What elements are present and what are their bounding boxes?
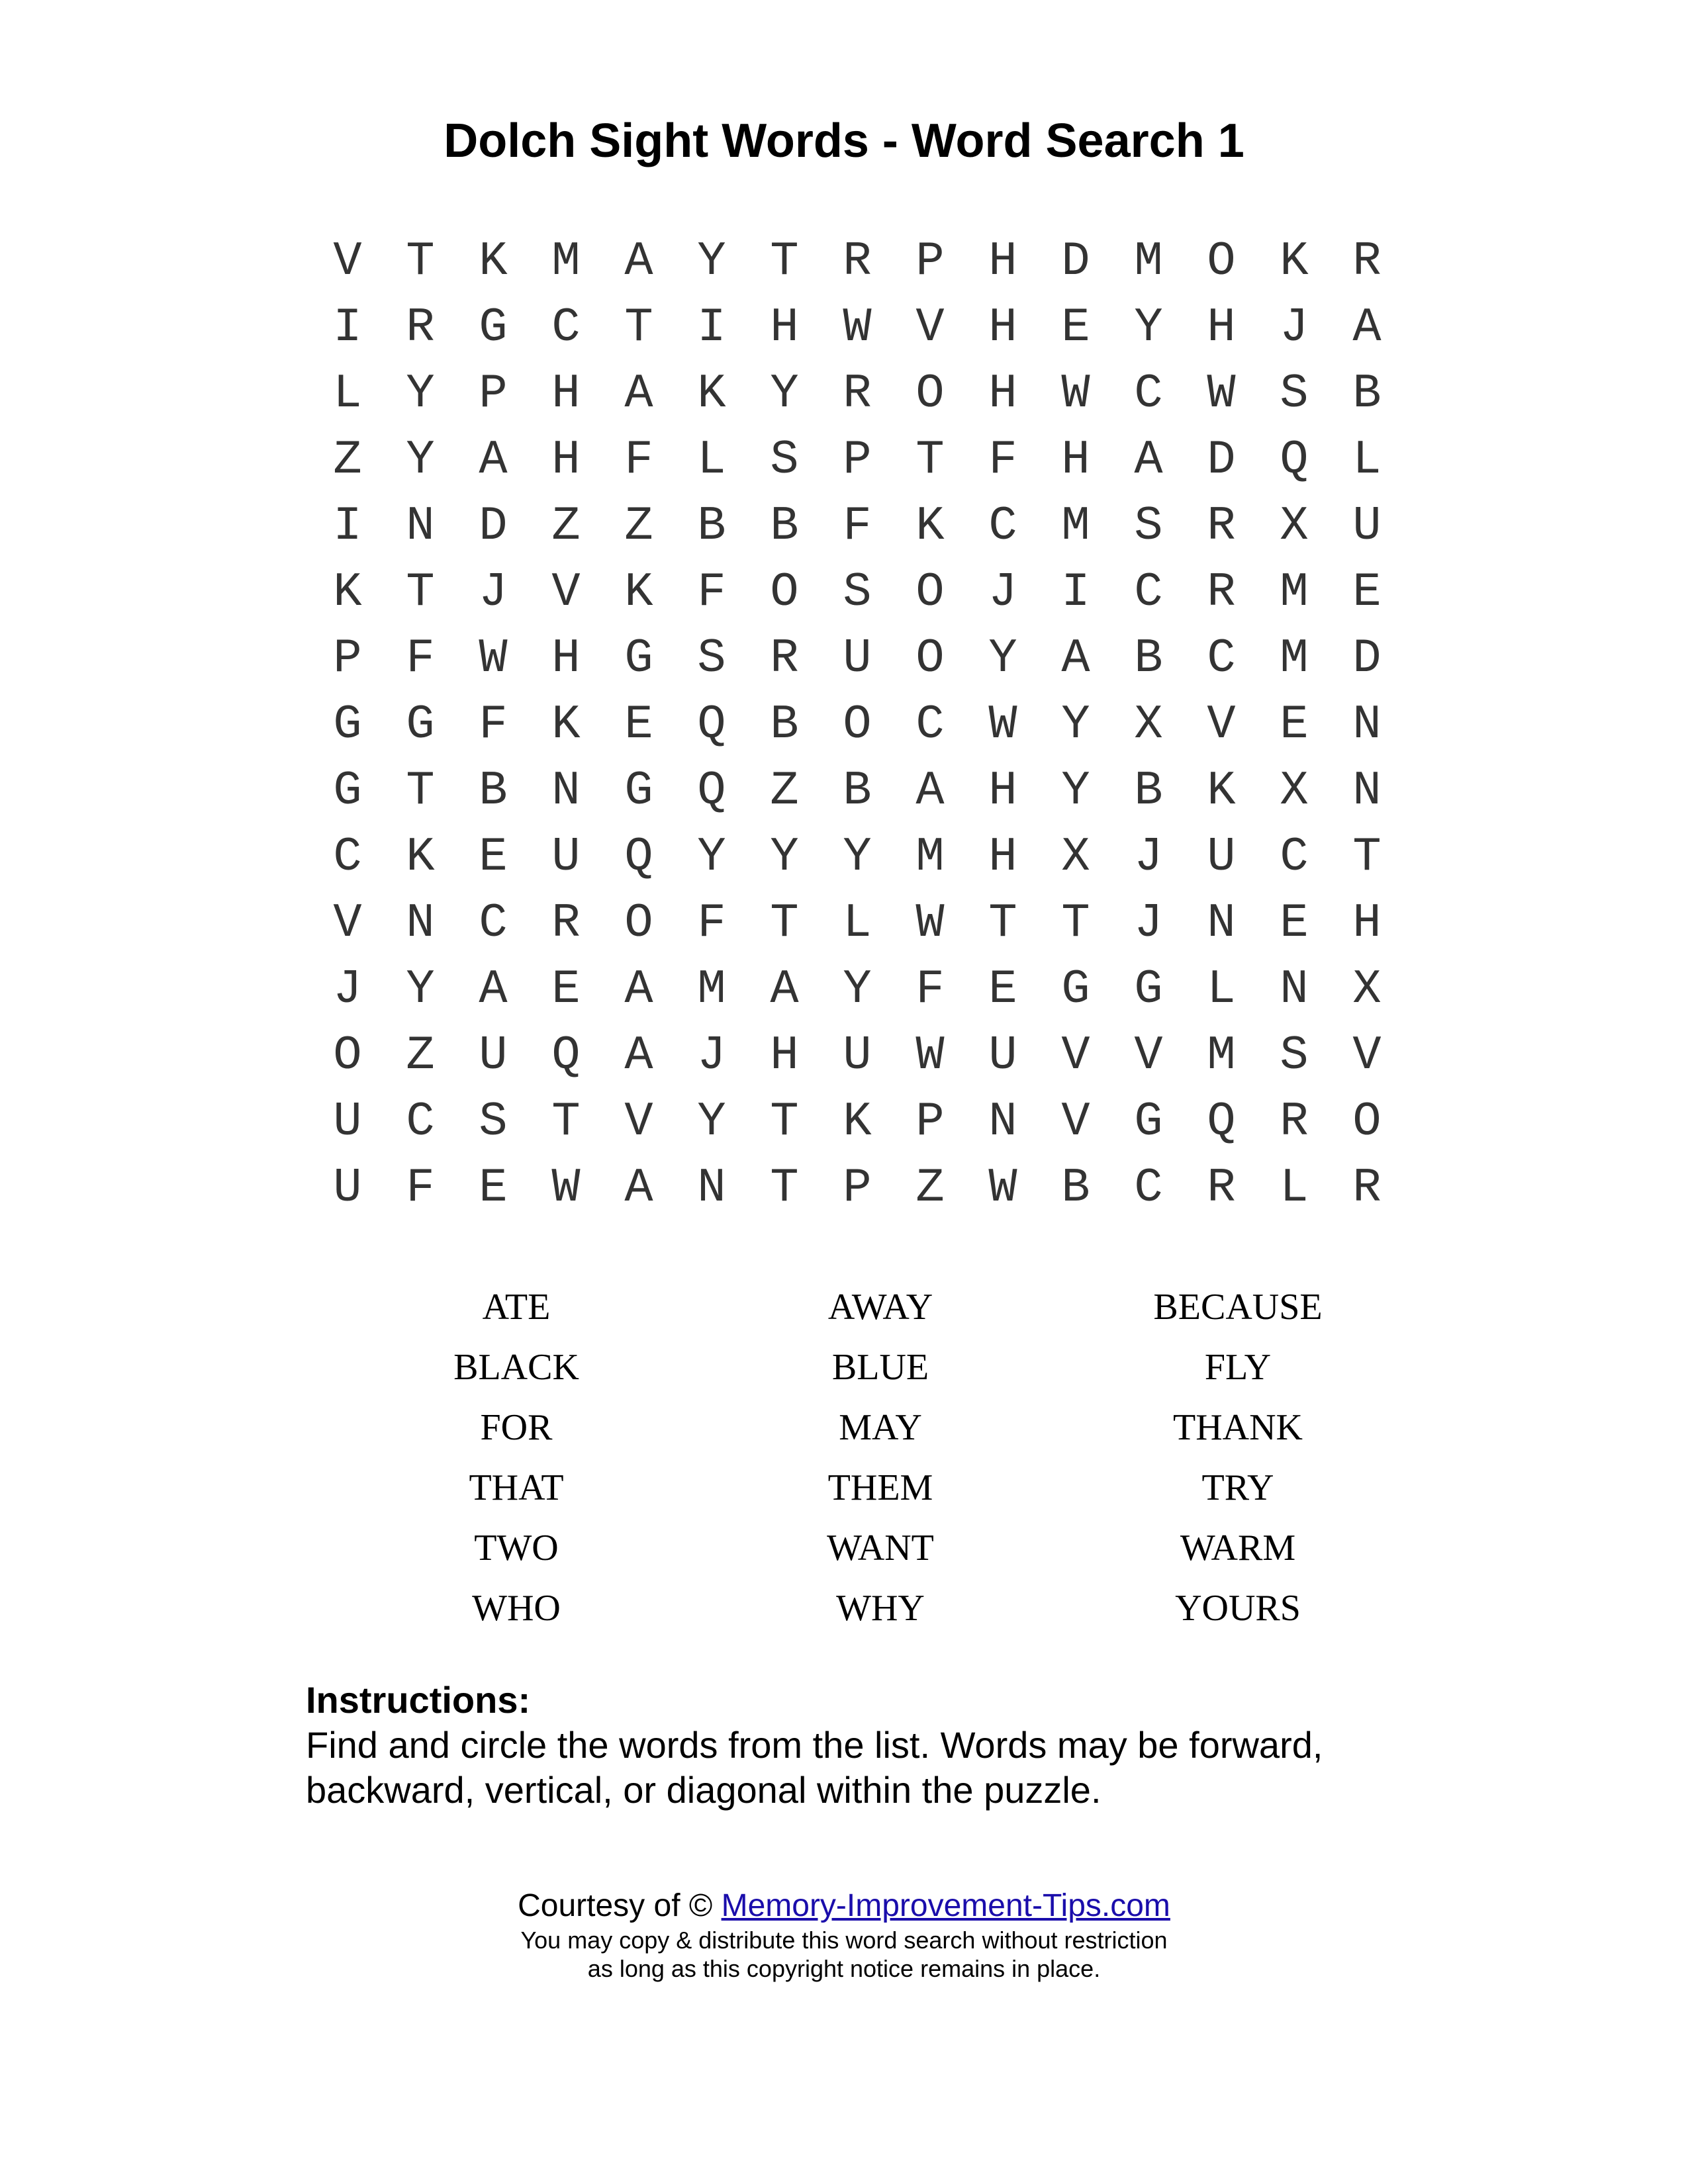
grid-letter: R: [1207, 565, 1236, 619]
grid-letter: S: [1280, 367, 1309, 421]
copyright-footer: [0, 1886, 1688, 1983]
grid-letter: Q: [1207, 1095, 1236, 1149]
grid-letter: C: [479, 896, 508, 950]
site-link[interactable]: Memory-Improvement-Tips.com: [721, 1888, 1170, 1923]
instructions-line: Find and circle the words from the list. Words may be forward,: [306, 1724, 1323, 1766]
grid-letter: U: [333, 1161, 362, 1215]
grid-letter: X: [1352, 962, 1382, 1017]
grid-letter: F: [988, 433, 1017, 487]
grid-letter: M: [1280, 631, 1309, 686]
grid-letter: F: [697, 565, 726, 619]
grid-letter: R: [843, 234, 872, 289]
grid-letter: Y: [843, 962, 872, 1017]
grid-letter: A: [479, 962, 508, 1017]
grid-letter: W: [479, 631, 508, 686]
grid-letter: A: [624, 367, 653, 421]
grid-letter: G: [406, 698, 435, 752]
grid-letter: U: [988, 1028, 1017, 1083]
word-list-item: THAT: [469, 1467, 564, 1508]
grid-letter: S: [843, 565, 872, 619]
grid-letter: Z: [915, 1161, 945, 1215]
word-list-item: MAY: [839, 1407, 922, 1448]
grid-letter: W: [915, 1028, 945, 1083]
grid-letter: E: [1280, 698, 1309, 752]
grid-letter: K: [1207, 764, 1236, 818]
grid-letter: E: [624, 698, 653, 752]
grid-letter: C: [1207, 631, 1236, 686]
grid-letter: B: [1352, 367, 1382, 421]
grid-letter: R: [406, 300, 435, 355]
grid-letter: A: [915, 764, 945, 818]
grid-letter: J: [1134, 896, 1163, 950]
grid-letter: C: [551, 300, 581, 355]
instructions-section: [306, 1678, 1431, 1813]
grid-letter: L: [333, 367, 362, 421]
grid-letter: T: [770, 234, 799, 289]
word-list-item: AWAY: [827, 1287, 933, 1328]
grid-letter: J: [988, 565, 1017, 619]
grid-letter: A: [770, 962, 799, 1017]
grid-letter: I: [333, 499, 362, 553]
grid-letter: A: [624, 234, 653, 289]
grid-letter: A: [624, 1028, 653, 1083]
grid-letter: L: [1207, 962, 1236, 1017]
grid-letter: Y: [843, 830, 872, 884]
grid-letter: O: [843, 698, 872, 752]
page-title: Dolch Sight Words - Word Search 1: [444, 114, 1244, 167]
grid-letter: I: [333, 300, 362, 355]
copyright-notice-line: You may copy & distribute this word search without restriction: [520, 1927, 1168, 1954]
grid-letter: F: [624, 433, 653, 487]
grid-letter: G: [1134, 1095, 1163, 1149]
grid-letter: B: [1061, 1161, 1090, 1215]
grid-letter: U: [843, 1028, 872, 1083]
grid-letter: G: [479, 300, 508, 355]
grid-letter: H: [770, 1028, 799, 1083]
grid-letter: E: [479, 830, 508, 884]
grid-letter: R: [1352, 1161, 1382, 1215]
grid-letter: N: [1280, 962, 1309, 1017]
grid-letter: P: [843, 433, 872, 487]
grid-letter: S: [1280, 1028, 1309, 1083]
grid-letter: A: [479, 433, 508, 487]
grid-letter: G: [1134, 962, 1163, 1017]
grid-letter: K: [333, 565, 362, 619]
grid-letter: P: [915, 1095, 945, 1149]
grid-letter: T: [406, 764, 435, 818]
grid-letter: G: [624, 764, 653, 818]
grid-letter: L: [843, 896, 872, 950]
grid-letter: B: [697, 499, 726, 553]
grid-letter: C: [988, 499, 1017, 553]
word-list-item: WARM: [1180, 1527, 1296, 1569]
grid-letter: V: [1207, 698, 1236, 752]
grid-letter: Y: [406, 433, 435, 487]
grid-letter: E: [1280, 896, 1309, 950]
grid-letter: J: [697, 1028, 726, 1083]
grid-letter: Q: [1280, 433, 1309, 487]
grid-letter: S: [1134, 499, 1163, 553]
grid-letter: K: [1280, 234, 1309, 289]
courtesy-prefix: Courtesy of ©: [518, 1888, 722, 1923]
grid-letter: D: [479, 499, 508, 553]
grid-letter: N: [1352, 698, 1382, 752]
grid-letter: O: [915, 367, 945, 421]
grid-letter: E: [988, 962, 1017, 1017]
grid-letter: K: [551, 698, 581, 752]
grid-letter: N: [551, 764, 581, 818]
grid-letter: F: [479, 698, 508, 752]
grid-letter: F: [915, 962, 945, 1017]
word-list-item: BECAUSE: [1153, 1287, 1323, 1328]
grid-letter: H: [1207, 300, 1236, 355]
grid-letter: N: [1207, 896, 1236, 950]
grid-letter: T: [406, 565, 435, 619]
grid-letter: Z: [406, 1028, 435, 1083]
grid-letter: O: [624, 896, 653, 950]
grid-letter: C: [1134, 565, 1163, 619]
grid-letter: F: [406, 631, 435, 686]
grid-letter: R: [770, 631, 799, 686]
grid-letter: D: [1352, 631, 1382, 686]
grid-letter: Y: [1061, 698, 1090, 752]
grid-letter: N: [988, 1095, 1017, 1149]
grid-letter: W: [988, 698, 1017, 752]
grid-letter: Y: [1134, 300, 1163, 355]
grid-letter: T: [551, 1095, 581, 1149]
grid-letter: D: [1061, 234, 1090, 289]
grid-letter: B: [1134, 631, 1163, 686]
word-search-grid: [311, 228, 1403, 1221]
grid-letter: I: [697, 300, 726, 355]
grid-letter: W: [551, 1161, 581, 1215]
grid-letter: D: [1207, 433, 1236, 487]
grid-letter: Q: [697, 764, 726, 818]
grid-letter: T: [406, 234, 435, 289]
grid-letter: H: [551, 631, 581, 686]
grid-letter: R: [551, 896, 581, 950]
grid-letter: U: [479, 1028, 508, 1083]
word-list-item: TRY: [1201, 1467, 1274, 1508]
grid-letter: Z: [770, 764, 799, 818]
grid-letter: C: [1134, 1161, 1163, 1215]
grid-letter: B: [1134, 764, 1163, 818]
grid-letter: F: [406, 1161, 435, 1215]
grid-letter: R: [843, 367, 872, 421]
word-list-item: WHO: [472, 1588, 561, 1629]
grid-letter: U: [1352, 499, 1382, 553]
word-list-item: BLACK: [453, 1347, 579, 1388]
word-list-item: FLY: [1204, 1347, 1272, 1388]
grid-letter: O: [333, 1028, 362, 1083]
grid-letter: Z: [333, 433, 362, 487]
grid-letter: X: [1061, 830, 1090, 884]
grid-letter: Z: [551, 499, 581, 553]
grid-letter: J: [1280, 300, 1309, 355]
grid-letter: U: [551, 830, 581, 884]
grid-letter: Y: [770, 830, 799, 884]
grid-letter: V: [1061, 1095, 1090, 1149]
grid-letter: G: [333, 764, 362, 818]
grid-letter: V: [1134, 1028, 1163, 1083]
grid-letter: N: [406, 499, 435, 553]
word-list-item: BLUE: [831, 1347, 929, 1388]
grid-letter: W: [843, 300, 872, 355]
grid-letter: B: [770, 698, 799, 752]
grid-letter: Y: [697, 234, 726, 289]
instructions-text: [306, 1723, 1431, 1813]
grid-letter: H: [551, 367, 581, 421]
grid-letter: Z: [624, 499, 653, 553]
grid-letter: N: [1352, 764, 1382, 818]
grid-letter: W: [915, 896, 945, 950]
grid-letter: R: [1207, 1161, 1236, 1215]
grid-letter: C: [1134, 367, 1163, 421]
grid-letter: P: [843, 1161, 872, 1215]
grid-letter: Q: [551, 1028, 581, 1083]
courtesy-line: [0, 1886, 1688, 1926]
grid-letter: Y: [406, 962, 435, 1017]
grid-letter: M: [915, 830, 945, 884]
grid-letter: C: [1280, 830, 1309, 884]
word-list-item: YOURS: [1175, 1588, 1301, 1629]
grid-letter: Y: [697, 830, 726, 884]
grid-letter: L: [697, 433, 726, 487]
grid-letter: P: [915, 234, 945, 289]
grid-letter: M: [697, 962, 726, 1017]
grid-letter: P: [333, 631, 362, 686]
word-list-item: FOR: [480, 1407, 553, 1448]
grid-letter: T: [1352, 830, 1382, 884]
grid-letter: I: [1061, 565, 1090, 619]
grid-letter: V: [333, 234, 362, 289]
grid-letter: J: [333, 962, 362, 1017]
grid-letter: H: [770, 300, 799, 355]
grid-letter: M: [1280, 565, 1309, 619]
grid-letter: T: [770, 896, 799, 950]
grid-letter: V: [915, 300, 945, 355]
grid-letter: R: [1352, 234, 1382, 289]
grid-letter: V: [1061, 1028, 1090, 1083]
instructions-line: backward, vertical, or diagonal within the puzzle.: [306, 1769, 1102, 1811]
word-list-item: ATE: [482, 1287, 551, 1328]
grid-letter: E: [1352, 565, 1382, 619]
grid-letter: V: [551, 565, 581, 619]
grid-letter: A: [1352, 300, 1382, 355]
grid-letter: T: [1061, 896, 1090, 950]
grid-letter: Y: [406, 367, 435, 421]
grid-letter: W: [1207, 367, 1236, 421]
grid-letter: A: [624, 1161, 653, 1215]
grid-letter: O: [1352, 1095, 1382, 1149]
grid-letter: K: [843, 1095, 872, 1149]
grid-letter: E: [1061, 300, 1090, 355]
grid-letter: T: [624, 300, 653, 355]
grid-letter: E: [551, 962, 581, 1017]
grid-letter: V: [1352, 1028, 1382, 1083]
grid-letter: A: [1061, 631, 1090, 686]
grid-letter: H: [988, 367, 1017, 421]
grid-letter: A: [1134, 433, 1163, 487]
grid-letter: H: [551, 433, 581, 487]
grid-letter: H: [988, 830, 1017, 884]
grid-letter: U: [843, 631, 872, 686]
grid-letter: C: [333, 830, 362, 884]
grid-letter: S: [697, 631, 726, 686]
grid-letter: U: [1207, 830, 1236, 884]
word-list-item: WANT: [827, 1527, 934, 1569]
grid-letter: K: [624, 565, 653, 619]
grid-letter: T: [770, 1095, 799, 1149]
grid-letter: C: [915, 698, 945, 752]
grid-letter: K: [406, 830, 435, 884]
grid-letter: N: [697, 1161, 726, 1215]
copyright-notice-line: as long as this copyright notice remains in place.: [587, 1955, 1101, 1982]
grid-letter: Y: [988, 631, 1017, 686]
grid-letter: Q: [697, 698, 726, 752]
grid-letter: H: [988, 300, 1017, 355]
grid-letter: M: [1134, 234, 1163, 289]
grid-letter: F: [843, 499, 872, 553]
grid-letter: N: [406, 896, 435, 950]
grid-letter: M: [551, 234, 581, 289]
grid-letter: T: [770, 1161, 799, 1215]
grid-letter: G: [624, 631, 653, 686]
grid-letter: S: [770, 433, 799, 487]
grid-letter: B: [843, 764, 872, 818]
grid-letter: G: [1061, 962, 1090, 1017]
grid-letter: X: [1280, 499, 1309, 553]
grid-letter: O: [915, 631, 945, 686]
grid-letter: A: [624, 962, 653, 1017]
grid-letter: B: [479, 764, 508, 818]
grid-letter: K: [479, 234, 508, 289]
grid-letter: V: [624, 1095, 653, 1149]
grid-letter: Q: [624, 830, 653, 884]
grid-letter: C: [406, 1095, 435, 1149]
grid-letter: Y: [697, 1095, 726, 1149]
grid-letter: S: [479, 1095, 508, 1149]
grid-letter: L: [1280, 1161, 1309, 1215]
grid-letter: X: [1280, 764, 1309, 818]
grid-letter: L: [1352, 433, 1382, 487]
grid-letter: F: [697, 896, 726, 950]
grid-letter: O: [1207, 234, 1236, 289]
grid-letter: H: [988, 764, 1017, 818]
grid-letter: U: [333, 1095, 362, 1149]
grid-letter: T: [988, 896, 1017, 950]
grid-letter: O: [915, 565, 945, 619]
grid-letter: W: [1061, 367, 1090, 421]
grid-letter: V: [333, 896, 362, 950]
grid-letter: J: [1134, 830, 1163, 884]
grid-letter: W: [988, 1161, 1017, 1215]
grid-letter: X: [1134, 698, 1163, 752]
word-list-item: WHY: [836, 1588, 925, 1629]
grid-letter: M: [1207, 1028, 1236, 1083]
grid-letter: O: [770, 565, 799, 619]
instructions-heading: Instructions:: [306, 1679, 531, 1721]
word-list-item: THEM: [827, 1467, 933, 1508]
grid-letter: M: [1061, 499, 1090, 553]
grid-letter: K: [697, 367, 726, 421]
grid-letter: H: [1352, 896, 1382, 950]
grid-letter: B: [770, 499, 799, 553]
grid-letter: T: [915, 433, 945, 487]
grid-letter: Y: [1061, 764, 1090, 818]
grid-letter: Y: [770, 367, 799, 421]
word-list-item: THANK: [1173, 1407, 1303, 1448]
grid-letter: P: [479, 367, 508, 421]
grid-letter: E: [479, 1161, 508, 1215]
grid-letter: J: [479, 565, 508, 619]
grid-letter: K: [915, 499, 945, 553]
word-list: [344, 1277, 1403, 1639]
grid-letter: H: [1061, 433, 1090, 487]
grid-letter: G: [333, 698, 362, 752]
grid-letter: R: [1280, 1095, 1309, 1149]
word-list-item: TWO: [474, 1527, 559, 1569]
grid-letter: H: [988, 234, 1017, 289]
grid-letter: R: [1207, 499, 1236, 553]
